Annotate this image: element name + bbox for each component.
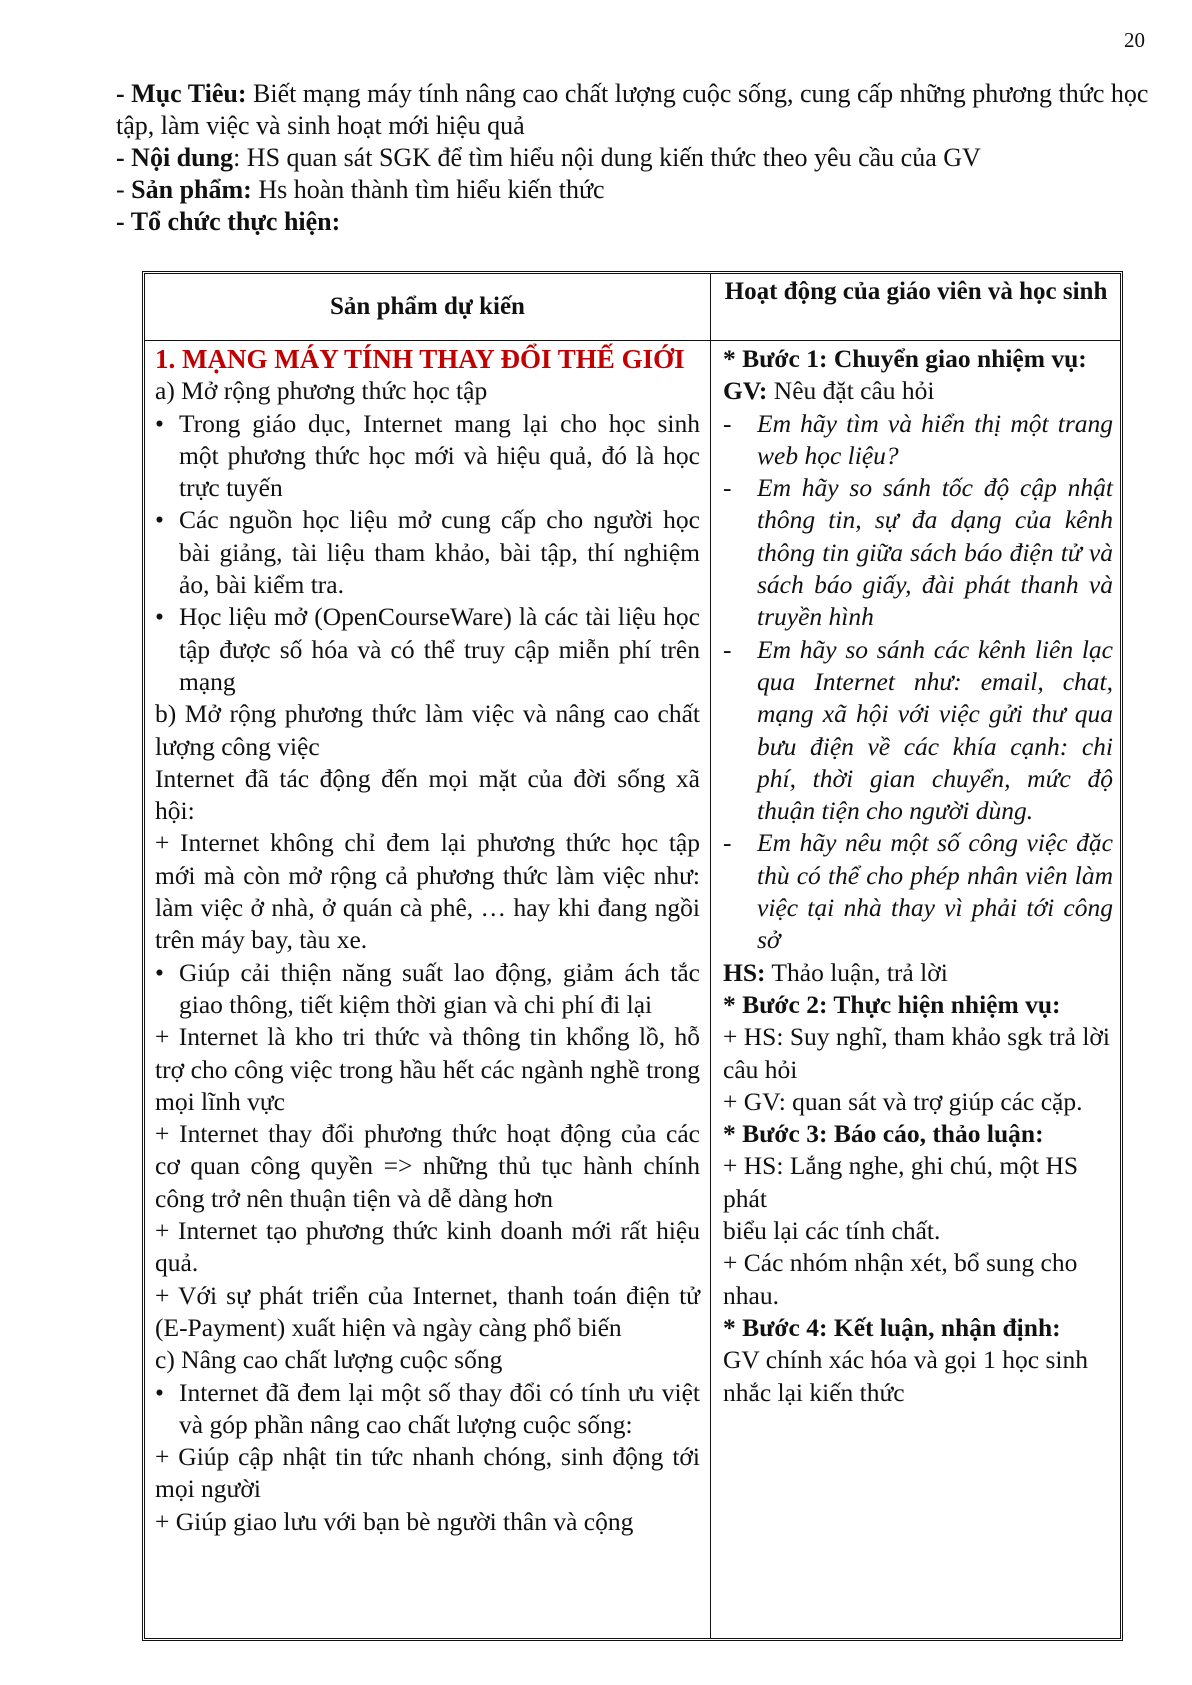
bullet-icon: •: [155, 408, 164, 438]
paragraph: Internet đã tác động đến mọi mặt của đời sống xã hội:: [155, 763, 700, 826]
page-number: 20: [1124, 28, 1145, 52]
lesson-intro: [116, 78, 1156, 238]
step-4-heading: * Bước 4: Kết luận, nhận định:: [723, 1312, 1061, 1342]
step-3-heading: * Bước 3: Báo cáo, thảo luận:: [723, 1119, 1044, 1149]
product-line: - Sản phẩm: Hs hoàn thành tìm hiểu kiến thức: [116, 175, 605, 204]
step-1-heading: * Bước 1: Chuyển giao nhiệm vụ:: [723, 344, 1087, 373]
plus-item: + Với sự phát triển của Internet, thanh toán điện tử (E-Payment) xuất hiện và ngày càng phổ biến: [155, 1280, 700, 1342]
question-item: - Em hãy nêu một số công việc đặc thù có thể cho phép nhân viên làm việc tại nhà thay vì phải tới công sở: [723, 828, 1113, 955]
expected-product-column: [155, 343, 700, 1538]
subheading-a: a) Mở rộng phương thức học tập: [155, 376, 488, 406]
bullet-item: • Học liệu mở (OpenCourseWare) là các tài liệu học tập được số hóa và có thể truy cập miễn phí trên mạng: [155, 602, 700, 696]
header-expected-product: Sản phẩm dự kiến: [330, 293, 525, 320]
header-activities: Hoạt động của giáo viên và học sinh: [724, 278, 1108, 305]
content-text: : HS quan sát SGK để tìm hiểu nội dung kiến thức theo yêu cầu của GV: [233, 143, 981, 172]
objective-label: Mục Tiêu:: [131, 79, 247, 108]
bullet-item: • Internet đã đem lại một số thay đổi có tính ưu việt và góp phần nâng cao chất lượng cuộc sống:: [155, 1377, 700, 1439]
column-divider: [710, 274, 711, 1638]
bullet-icon: •: [155, 957, 164, 987]
teacher-label: GV:: [723, 376, 768, 406]
student-label: HS:: [723, 957, 766, 987]
content-line: - Nội dung: HS quan sát SGK để tìm hiểu nội dung kiến thức theo yêu cầu của GV: [116, 143, 981, 172]
question-item: - Em hãy so sánh các kênh liên lạc qua Internet như: email, chat, mạng xã hội với việc gửi thư qua bưu điện về các khía cạnh: chi phí, thời gian chuyển, mức độ thuận tiện cho người dùng.: [723, 634, 1113, 826]
section-title: 1. MẠNG MÁY TÍNH THAY ĐỔI THẾ GIỚI: [155, 344, 685, 374]
plus-item: + Giúp giao lưu với bạn bè người thân và cộng: [155, 1506, 634, 1536]
dash-marker: -: [723, 828, 732, 858]
organization-label: Tổ chức thực hiện:: [130, 207, 341, 236]
bullet-icon: •: [155, 505, 164, 535]
step-2-teacher: + GV: quan sát và trợ giúp các cặp.: [723, 1086, 1083, 1116]
question-item: - Em hãy so sánh tốc độ cập nhật thông tin, sự đa dạng của kênh thông tin giữa sách báo điện tử và sách báo giấy, đài phát thanh và truyền hình: [723, 473, 1113, 632]
objective-text: Biết mạng máy tính nâng cao chất lượng cuộc sống, cung cấp những phương thức học tập, làm việc và sinh hoạt mới hiệu quả: [116, 79, 1149, 140]
plus-item: + Giúp cập nhật tin tức nhanh chóng, sinh động tới mọi người: [155, 1442, 700, 1504]
lesson-table: [142, 271, 1123, 1641]
organization-line: - Tổ chức thực hiện:: [116, 207, 341, 236]
plus-item: + Internet thay đổi phương thức hoạt động của các cơ quan công quyền => những thủ tục hành chính công trở nên thuận tiện và dễ dàng hơn: [155, 1119, 700, 1213]
dash-marker: -: [723, 408, 732, 438]
subheading-c: c) Nâng cao chất lượng cuộc sống: [155, 1345, 503, 1375]
header-divider: [145, 340, 1120, 341]
content-label: Nội dung: [131, 143, 234, 172]
step-2-heading: * Bước 2: Thực hiện nhiệm vụ:: [723, 989, 1061, 1019]
plus-item: + Internet không chỉ đem lại phương thức học tập mới mà còn mở rộng cả phương thức làm việc như: làm việc ở nhà, ở quán cà phê, … hay khi đang ngồi trên máy bay, tàu xe.: [155, 828, 700, 955]
plus-item: + Internet là kho tri thức và thông tin khổng lồ, hỗ trợ cho công việc trong hầu hết các ngành nghề trong mọi lĩnh vực: [155, 1022, 700, 1116]
dash-marker: -: [723, 473, 732, 503]
step-3-student: + HS: Lắng nghe, ghi chú, một HS phát: [723, 1151, 1079, 1213]
step-3-groups: + Các nhóm nhận xét, bổ sung cho nhau.: [723, 1248, 1078, 1310]
step-3-student-cont: biểu lại các tính chất.: [723, 1216, 941, 1246]
step-4-text: GV chính xác hóa và gọi 1 học sinh nhắc lại kiến thức: [723, 1345, 1088, 1407]
bullet-item: • Giúp cải thiện năng suất lao động, giảm ách tắc giao thông, tiết kiệm thời gian và chi phí đi lại: [155, 957, 700, 1019]
objective-line: - Mục Tiêu: Biết mạng máy tính nâng cao chất lượng cuộc sống, cung cấp những phương thức học tập, làm việc và sinh hoạt mới hiệu quả: [116, 79, 1149, 140]
product-text: Hs hoàn thành tìm hiểu kiến thức: [251, 175, 605, 204]
bullet-icon: •: [155, 1377, 164, 1407]
bullet-item: • Các nguồn học liệu mở cung cấp cho người học bài giảng, tài liệu tham khảo, bài tập, thí nghiệm ảo, bài kiểm tra.: [155, 505, 700, 600]
dash-marker: -: [723, 634, 732, 664]
product-label: Sản phẩm:: [131, 175, 252, 204]
student-response: HS: Thảo luận, trả lời: [723, 957, 948, 987]
subheading-b: b) Mở rộng phương thức làm việc và nâng cao chất lượng công việc: [155, 699, 700, 761]
bullet-item: • Trong giáo dục, Internet mang lại cho học sinh một phương thức học mới và hiệu quả, đó là học trực tuyến: [155, 408, 700, 503]
bullet-icon: •: [155, 602, 164, 632]
teacher-prompt: GV: Nêu đặt câu hỏi: [723, 376, 935, 406]
plus-item: + Internet tạo phương thức kinh doanh mới rất hiệu quả.: [155, 1216, 700, 1278]
question-item: - Em hãy tìm và hiển thị một trang web học liệu?: [723, 408, 1113, 470]
step-2-student: + HS: Suy nghĩ, tham khảo sgk trả lời câu hỏi: [723, 1022, 1110, 1084]
activities-column: [723, 343, 1113, 1409]
